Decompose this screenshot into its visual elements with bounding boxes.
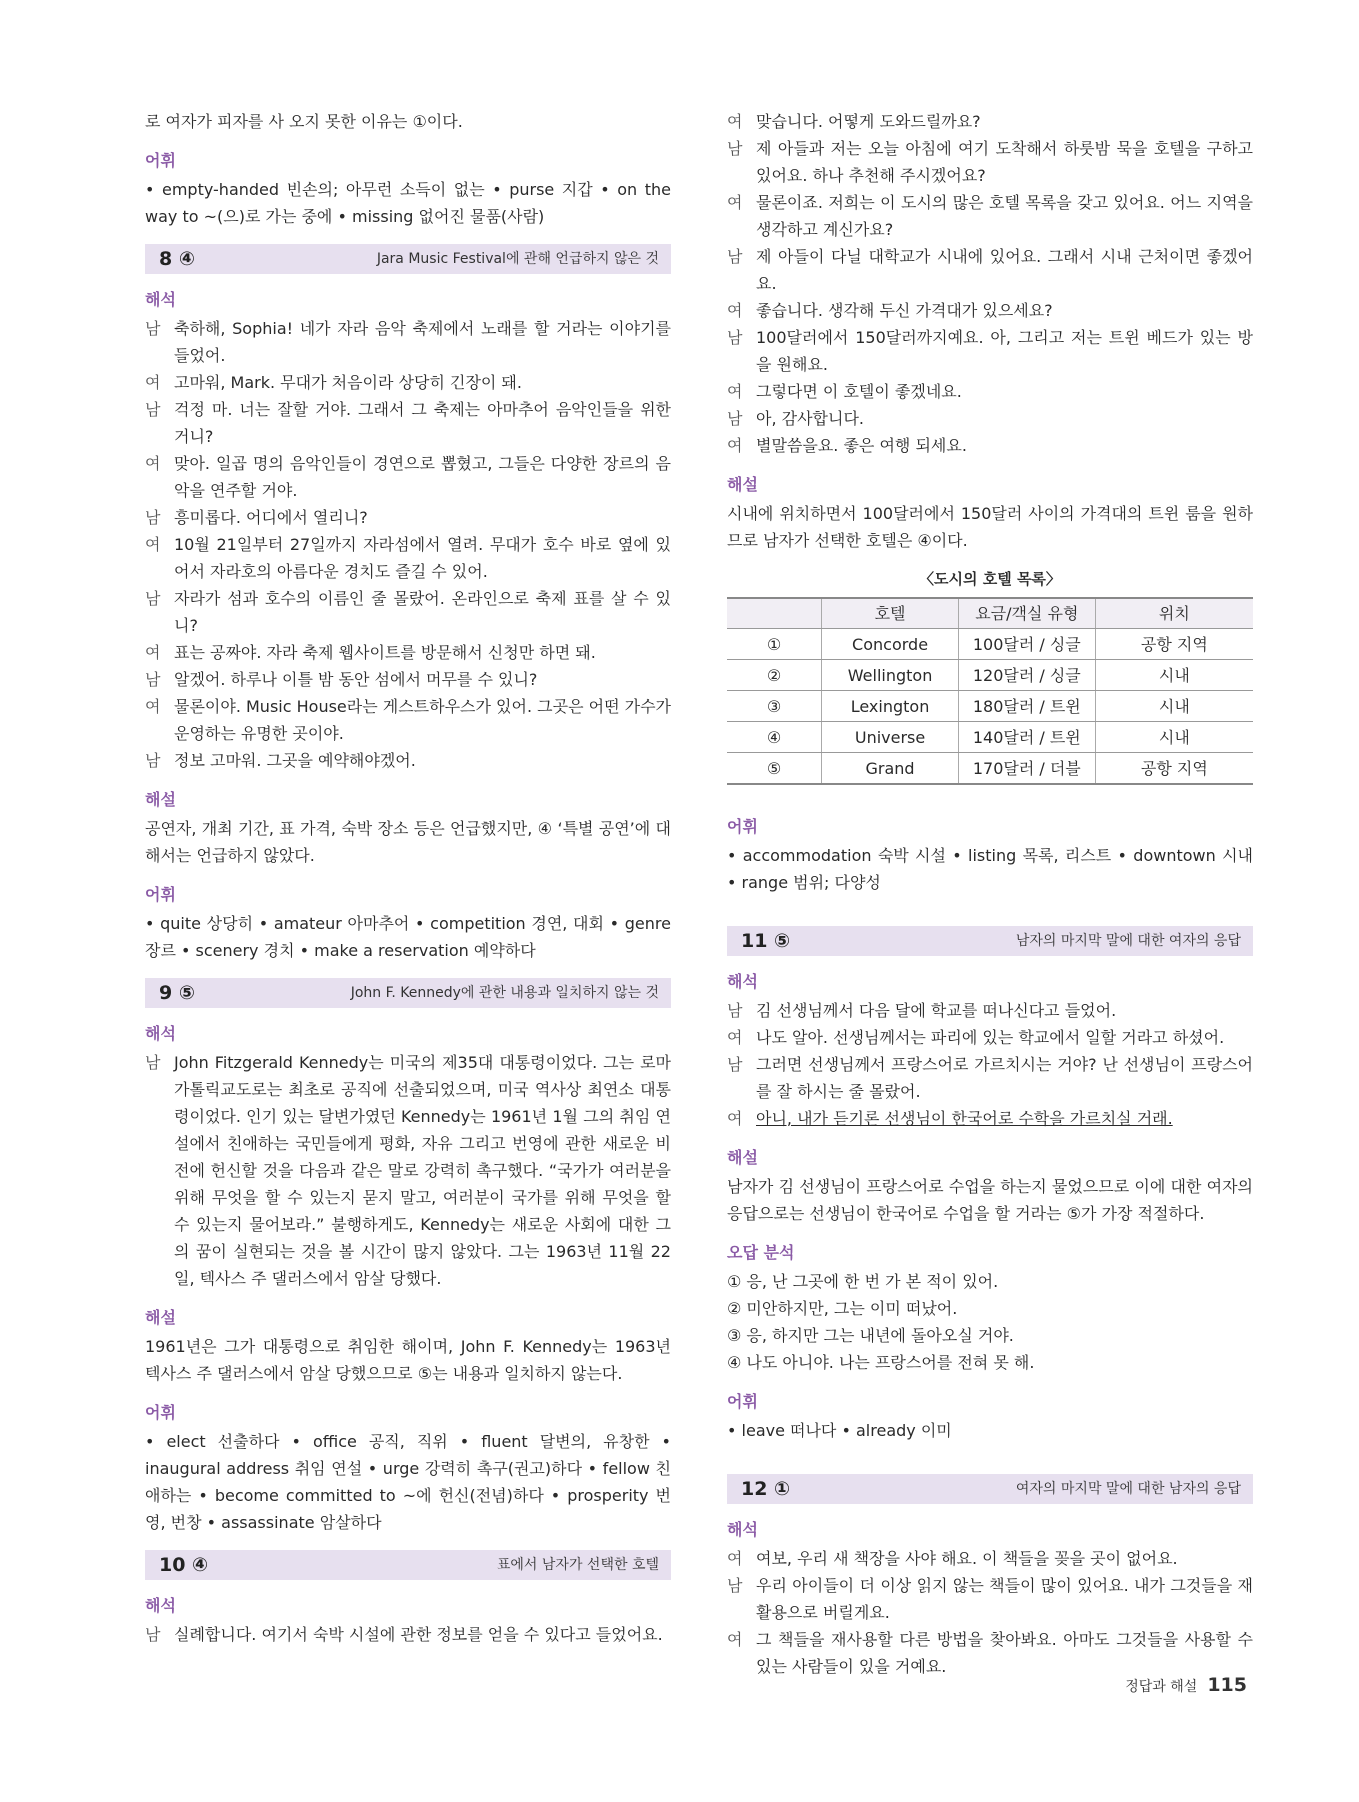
- table-cell: Wellington: [822, 660, 959, 691]
- page-footer: [1125, 1672, 1247, 1701]
- translation-heading: 해석: [727, 972, 758, 991]
- utterance: 제 아들이 다닐 대학교가 시내에 있어요. 그래서 시내 근처이면 좋겠어요.: [756, 247, 1253, 293]
- table-cell: Universe: [822, 722, 959, 753]
- footer-label: 정답과 해설: [1125, 1679, 1198, 1695]
- answer-utterance: 아니, 내가 듣기론 선생님이 한국어로 수학을 가르치실 거래.: [756, 1109, 1173, 1128]
- table-row: [727, 722, 1253, 753]
- utterance: 물론이야. Music House라는 게스트하우스가 있어. 그곳은 어떤 가수가 운영하는 유명한 곳이야.: [174, 697, 671, 743]
- question-number: 11 ⑤: [741, 929, 791, 952]
- vocab-heading: 어휘: [727, 1392, 758, 1411]
- translation-heading: 해석: [145, 1596, 176, 1615]
- dialogue-line: [145, 747, 671, 774]
- table-row: [727, 629, 1253, 660]
- utterance: 실례합니다. 여기서 숙박 시설에 관한 정보를 얻을 수 있다고 들었어요.: [174, 1625, 663, 1644]
- utterance: 걱정 마. 너는 잘할 거야. 그래서 그 축제는 아마추어 음악인들을 위한 거니?: [174, 400, 671, 446]
- utterance: 별말씀을요. 좋은 여행 되세요.: [756, 436, 967, 455]
- table-header-row: [727, 598, 1253, 629]
- dialogue-line: [727, 135, 1253, 189]
- explanation-text: 남자가 김 선생님이 프랑스어로 수업을 하는지 물었으므로 이에 대한 여자의 응답으로는 선생님이 한국어로 수업을 할 거라는 ⑤가 가장 적절하다.: [727, 1177, 1253, 1223]
- vocab-text: • leave 떠나다 • already 이미: [727, 1421, 952, 1440]
- utterance: 물론이죠. 저희는 이 도시의 많은 호텔 목록을 갖고 있어요. 어느 지역을 생각하고 계신가요?: [756, 193, 1253, 239]
- explanation-heading: 해설: [145, 790, 176, 809]
- translation-heading: 해석: [145, 1024, 176, 1043]
- speaker: 남: [145, 751, 161, 770]
- question-number: 12 ①: [741, 1477, 791, 1500]
- speaker: 남: [727, 328, 743, 347]
- dialogue-line: [727, 405, 1253, 432]
- speaker: 여: [727, 1549, 743, 1568]
- table-cell: Concorde: [822, 629, 959, 660]
- question-number: 8 ④: [159, 247, 195, 270]
- dialogue-line: [145, 585, 671, 639]
- speaker: 여: [727, 1028, 743, 1047]
- dialogue-line: [145, 450, 671, 504]
- vocab-heading: 어휘: [145, 885, 176, 904]
- speaker: 남: [727, 1001, 743, 1020]
- utterance: 100달러에서 150달러까지예요. 아, 그리고 저는 트윈 베드가 있는 방을 원해요.: [756, 328, 1253, 374]
- table-cell: Grand: [822, 753, 959, 785]
- question-bar-10: [145, 1550, 671, 1580]
- vocab-heading: 어휘: [145, 1403, 176, 1422]
- utterance: 그러면 선생님께서 프랑스어로 가르치시는 거야? 난 선생님이 프랑스어를 잘 하시는 줄 몰랐어.: [756, 1055, 1253, 1101]
- table-cell: ①: [727, 629, 822, 660]
- speaker: 남: [727, 1055, 743, 1074]
- vocab-text: • accommodation 숙박 시설 • listing 목록, 리스트 • downtown 시내 • range 범위; 다양성: [727, 846, 1253, 892]
- explanation-heading: 해설: [727, 1148, 758, 1167]
- wrong-option: ③ 응, 하지만 그는 내년에 돌아오실 거야.: [727, 1326, 1014, 1345]
- table-header-cell: [727, 598, 822, 629]
- dialogue: [727, 997, 1253, 1132]
- dialogue: [145, 315, 671, 774]
- utterance: 축하해, Sophia! 네가 자라 음악 축제에서 노래를 할 거라는 이야기를 들었어.: [174, 319, 671, 365]
- dialogue-line: [727, 1024, 1253, 1051]
- table-cell: ⑤: [727, 753, 822, 785]
- speaker: 여: [145, 535, 161, 554]
- hotel-table: [727, 597, 1253, 785]
- utterance: 고마워, Mark. 무대가 처음이라 상당히 긴장이 돼.: [174, 373, 522, 392]
- utterance: 자라가 섬과 호수의 이름인 줄 몰랐어. 온라인으로 축제 표를 살 수 있니?: [174, 589, 671, 635]
- speaker: 남: [727, 139, 743, 158]
- intro-tail: 로 여자가 피자를 사 오지 못한 이유는 ①이다.: [145, 112, 463, 131]
- speaker: 남: [145, 508, 161, 527]
- dialogue: [727, 108, 1253, 459]
- dialogue-line: [145, 369, 671, 396]
- question-bar-11: [727, 926, 1253, 956]
- dialogue-line: [145, 504, 671, 531]
- dialogue-line: [727, 189, 1253, 243]
- speaker: 여: [727, 301, 743, 320]
- dialogue-line: [727, 324, 1253, 378]
- table-caption: 〈도시의 호텔 목록〉: [919, 570, 1061, 588]
- speaker: 여: [727, 112, 743, 131]
- question-topic: 남자의 마지막 말에 대한 여자의 응답: [1015, 932, 1241, 949]
- table-row: [727, 660, 1253, 691]
- table-row: [727, 691, 1253, 722]
- utterance: 우리 아이들이 더 이상 읽지 않는 책들이 많이 있어요. 내가 그것들을 재활용으로 버릴게요.: [756, 1576, 1253, 1622]
- dialogue-line: [727, 108, 1253, 135]
- dialogue-line: [145, 693, 671, 747]
- dialogue-line: [727, 378, 1253, 405]
- speaker: 남: [145, 1625, 161, 1644]
- dialogue-line: [727, 1545, 1253, 1572]
- speaker: 여: [727, 1109, 743, 1128]
- dialogue-line: [145, 666, 671, 693]
- utterance: 10월 21일부터 27일까지 자라섬에서 열려. 무대가 호수 바로 옆에 있어서 자라호의 아름다운 경치도 즐길 수 있어.: [174, 535, 671, 581]
- utterance: 여보, 우리 새 책장을 사야 해요. 이 책들을 꽂을 곳이 없어요.: [756, 1549, 1178, 1568]
- wrong-option: ① 응, 난 그곳에 한 번 가 본 적이 있어.: [727, 1272, 999, 1291]
- vocab-text: • elect 선출하다 • office 공직, 직위 • fluent 달변의, 유창한 • inaugural address 취임 연설 • urge 강력히 촉구(권고)하다 • fellow 친애하는 • become committed to ~에 헌신(전념)하다 • prosperity 번영, 번창 • assassinate 암살하다: [145, 1432, 671, 1532]
- utterance: 나도 알아. 선생님께서는 파리에 있는 학교에서 일할 거라고 하셨어.: [756, 1028, 1225, 1047]
- speaker: 여: [145, 373, 161, 392]
- utterance: 제 아들과 저는 오늘 아침에 여기 도착해서 하룻밤 묵을 호텔을 구하고 있어요. 하나 추천해 주시겠어요?: [756, 139, 1253, 185]
- dialogue-line: [145, 639, 671, 666]
- dialogue-line: [727, 243, 1253, 297]
- speaker: 여: [145, 454, 161, 473]
- table-cell: ④: [727, 722, 822, 753]
- table-cell: Lexington: [822, 691, 959, 722]
- page-number: 115: [1207, 1674, 1247, 1696]
- table-cell: 140달러 / 트윈: [958, 722, 1095, 753]
- utterance: 그 책들을 재사용할 다른 방법을 찾아봐요. 아마도 그것들을 사용할 수 있는 사람들이 있을 거예요.: [756, 1630, 1253, 1676]
- speaker: 남: [145, 319, 161, 338]
- speaker: 여: [727, 436, 743, 455]
- utterance: 정보 고마워. 그곳을 예약해야겠어.: [174, 751, 416, 770]
- question-topic: 여자의 마지막 말에 대한 남자의 응답: [1015, 1480, 1241, 1497]
- question-bar-8: [145, 244, 671, 274]
- dialogue-line: [727, 1051, 1253, 1105]
- translation-heading: 해석: [145, 290, 176, 309]
- table-header-cell: 위치: [1095, 598, 1253, 629]
- utterance: 아, 감사합니다.: [756, 409, 864, 428]
- speaker: 여: [727, 382, 743, 401]
- right-column: [727, 108, 1253, 1680]
- dialogue: [727, 1545, 1253, 1680]
- speaker: 남: [145, 400, 161, 419]
- speaker: 여: [145, 643, 161, 662]
- speaker: 여: [727, 1630, 743, 1649]
- monologue: [145, 1049, 671, 1292]
- speaker: 여: [727, 193, 743, 212]
- dialogue-line: [727, 432, 1253, 459]
- left-column: [145, 108, 671, 1648]
- utterance: 흥미롭다. 어디에서 열리니?: [174, 508, 368, 527]
- question-number: 9 ⑤: [159, 981, 195, 1004]
- speaker: 여: [145, 697, 161, 716]
- vocab-heading: 어휘: [727, 817, 758, 836]
- table-cell: ③: [727, 691, 822, 722]
- question-bar-12: [727, 1474, 1253, 1504]
- explanation-heading: 해설: [145, 1308, 176, 1327]
- explanation-heading: 해설: [727, 475, 758, 494]
- vocab-text: • empty-handed 빈손의; 아무런 소득이 없는 • purse 지갑 • on the way to ~(으)로 가는 중에 • missing 없어진 물품(사람): [145, 180, 671, 226]
- dialogue-line: [727, 1572, 1253, 1626]
- utterance: 그렇다면 이 호텔이 좋겠네요.: [756, 382, 962, 401]
- dialogue-line: [145, 531, 671, 585]
- explanation-text: 공연자, 개최 기간, 표 가격, 숙박 장소 등은 언급했지만, ④ ‘특별 공연’에 대해서는 언급하지 않았다.: [145, 819, 671, 865]
- table-cell: 공항 지역: [1095, 629, 1253, 660]
- speaker: 남: [145, 1053, 161, 1072]
- utterance: 알겠어. 하루나 이틀 밤 동안 섬에서 머무를 수 있니?: [174, 670, 538, 689]
- question-bar-9: [145, 978, 671, 1008]
- dialogue-line: [145, 396, 671, 450]
- question-topic: John F. Kennedy에 관한 내용과 일치하지 않는 것: [350, 984, 659, 1001]
- vocab-text: • quite 상당히 • amateur 아마추어 • competition 경연, 대회 • genre 장르 • scenery 경치 • make a reservation 예약하다: [145, 914, 671, 960]
- utterance: 좋습니다. 생각해 두신 가격대가 있으세요?: [756, 301, 1053, 320]
- speaker: 남: [727, 1576, 743, 1595]
- table-header-cell: 요금/객실 유형: [958, 598, 1095, 629]
- utterance: John Fitzgerald Kennedy는 미국의 제35대 대통령이었다. 그는 로마 가톨릭교도로는 최초로 공직에 선출되었으며, 미국 역사상 최연소 대통령이었다. 인기 있는 달변가였던 Kennedy는 1961년 1월 그의 취임 연설에서 친애하는 국민들에게 평화, 자유 그리고 번영에 관한 새로운 비전에 헌신할 것을 다음과 같은 말로 강력히 촉구했다. “국가가 여러분을 위해 무엇을 할 수 있는지 묻지 말고, 여러분이 국가를 위해 무엇을 할 수 있는지 물어보라.” 불행하게도, Kennedy는 새로운 사회에 대한 그의 꿈이 실현되는 것을 볼 시간이 많지 않았다. 그는 1963년 11월 22일, 텍사스 주 댈러스에서 암살 당했다.: [174, 1053, 671, 1288]
- table-cell: 170달러 / 더블: [958, 753, 1095, 785]
- dialogue-line: [727, 297, 1253, 324]
- wrong-analysis-heading: 오답 분석: [727, 1243, 795, 1262]
- table-cell: 공항 지역: [1095, 753, 1253, 785]
- question-topic: Jara Music Festival에 관해 언급하지 않은 것: [376, 250, 659, 267]
- dialogue-line: [727, 1105, 1253, 1132]
- table-row: [727, 753, 1253, 785]
- explanation-text: 1961년은 그가 대통령으로 취임한 해이며, John F. Kennedy는 1963년 텍사스 주 댈러스에서 암살 당했으므로 ⑤는 내용과 일치하지 않는다.: [145, 1337, 671, 1383]
- speaker: 남: [145, 589, 161, 608]
- question-number: 10 ④: [159, 1553, 209, 1576]
- table-header-cell: 호텔: [822, 598, 959, 629]
- speaker: 남: [727, 409, 743, 428]
- utterance: 김 선생님께서 다음 달에 학교를 떠나신다고 들었어.: [756, 1001, 1117, 1020]
- wrong-option: ② 미안하지만, 그는 이미 떠났어.: [727, 1299, 958, 1318]
- wrong-option: ④ 나도 아니야. 나는 프랑스어를 전혀 못 해.: [727, 1353, 1035, 1372]
- vocab-heading: 어휘: [145, 151, 176, 170]
- speaker: 남: [727, 247, 743, 266]
- table-cell: 180달러 / 트윈: [958, 691, 1095, 722]
- dialogue-line: [145, 315, 671, 369]
- dialogue-line: [727, 997, 1253, 1024]
- utterance: 표는 공짜야. 자라 축제 웹사이트를 방문해서 신청만 하면 돼.: [174, 643, 596, 662]
- utterance: 맞아. 일곱 명의 음악인들이 경연으로 뽑혔고, 그들은 다양한 장르의 음악을 연주할 거야.: [174, 454, 671, 500]
- table-cell: 100달러 / 싱글: [958, 629, 1095, 660]
- table-cell: 시내: [1095, 660, 1253, 691]
- table-cell: ②: [727, 660, 822, 691]
- utterance: 맞습니다. 어떻게 도와드릴까요?: [756, 112, 981, 131]
- dialogue-line: [145, 1621, 671, 1648]
- question-topic: 표에서 남자가 선택한 호텔: [496, 1556, 659, 1573]
- translation-heading: 해석: [727, 1520, 758, 1539]
- explanation-text: 시내에 위치하면서 100달러에서 150달러 사이의 가격대의 트윈 룸을 원하므로 남자가 선택한 호텔은 ④이다.: [727, 504, 1253, 550]
- speaker: 남: [145, 670, 161, 689]
- table-cell: 시내: [1095, 722, 1253, 753]
- table-cell: 시내: [1095, 691, 1253, 722]
- table-cell: 120달러 / 싱글: [958, 660, 1095, 691]
